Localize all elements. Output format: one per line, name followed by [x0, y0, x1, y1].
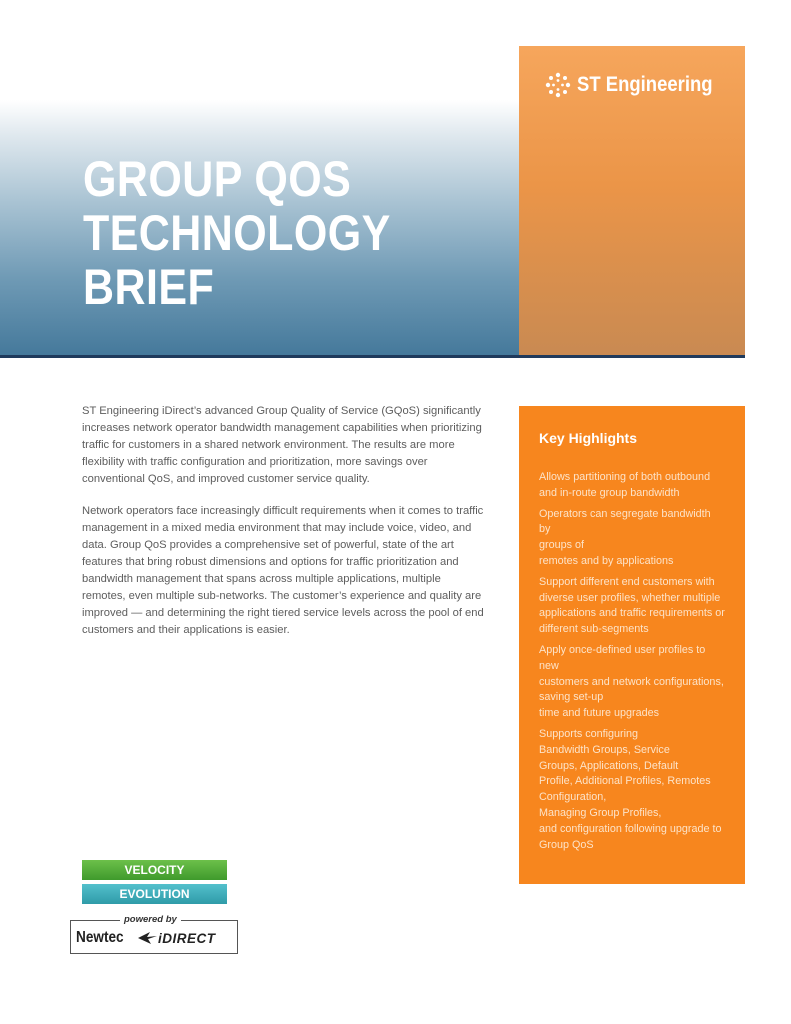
key-highlights-list — [539, 470, 725, 853]
highlight-item: Apply once-defined user profiles to new customers and network configurations, saving set-up time and future upgrades — [539, 643, 724, 720]
idirect-logo: iDIRECT — [158, 930, 216, 946]
evolution-badge: EVOLUTION — [82, 884, 227, 904]
idirect-arrow-icon — [136, 931, 158, 945]
highlight-item: Allows partitioning of both outbound and in-route group bandwidth — [539, 471, 711, 499]
partner-logos — [76, 929, 216, 947]
intro-text — [82, 403, 487, 654]
highlight-item: Supports configuring Bandwidth Groups, Service Groups, Applications, Default Profile, Additional Profiles, Remotes Configuration, Managing Group Profiles, and configuration following upgrade to Group QoS — [539, 727, 722, 851]
hero-divider-line — [0, 355, 745, 358]
key-highlights-heading: Key Highlights — [539, 430, 638, 446]
key-highlights-panel — [519, 406, 745, 884]
powered-by-label: powered by — [120, 913, 181, 927]
intro-paragraph-1: ST Engineering iDirect’s advanced Group Quality of Service (GQoS) significantly increases network operator bandwidth management capabilities when prioritizing traffic for customers in a shared network environment. The results are more flexibility with traffic configuration and prioritization, more savings over conventional QoS, and improved customer service quality. — [82, 405, 482, 485]
title-line-1: GROUP QOS — [83, 151, 352, 207]
page-title — [83, 152, 391, 314]
intro-paragraph-2: Network operators face increasingly difficult requirements when it comes to traffic management in a mixed media environment that may include voice, video, and data. Group QoS provides a comprehensive set of powerful, state of the art features that bring robust dimensions and options for traffic prioritization and bandwidth management that spans across multiple applications, multiple remotes, even multiple sub-networks. The customer’s experience and quality are improved — and determining the right tiered service levels across the pool of end customers and their applications is easier. — [82, 505, 484, 636]
st-engineering-logo-icon — [545, 72, 571, 98]
title-line-3: BRIEF — [83, 259, 215, 315]
highlight-item: Support different end customers with diverse user profiles, whether multiple applications and traffic requirements or different sub-segments — [539, 575, 725, 636]
velocity-badge: VELOCITY — [82, 860, 227, 880]
brand-name: ST Engineering — [577, 73, 713, 96]
highlight-item: Operators can segregate bandwidth by groups of remotes and by applications — [539, 507, 711, 567]
st-engineering-logo — [545, 72, 731, 98]
title-line-2: TECHNOLOGY — [83, 205, 391, 261]
newtec-logo: Newtec — [76, 929, 124, 946]
powered-by-logo — [70, 913, 238, 953]
